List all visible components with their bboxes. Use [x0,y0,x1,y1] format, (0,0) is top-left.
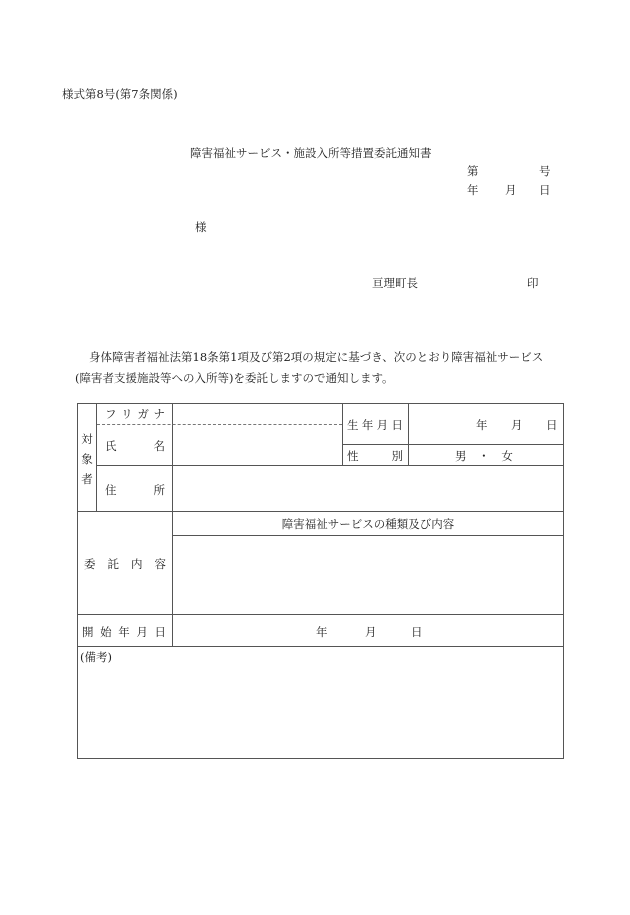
address-field[interactable] [173,466,563,511]
furigana-label [105,406,165,422]
name-label [105,438,165,454]
name-field[interactable] [173,425,342,465]
start-date-label-char: 開 [82,625,94,639]
commission-label-char: 内 [131,557,143,571]
addressee-suffix: 様 [195,220,207,234]
furigana-char: ナ [153,407,165,421]
birthdate-field[interactable] [409,404,563,444]
seal-mark: 印 [527,276,539,290]
birthdate-label-char: 生 [347,418,359,432]
furigana-field[interactable] [173,404,342,424]
table-bottom-border [77,758,564,759]
gender-separator: ・ [478,449,490,463]
name-label-char: 氏 [105,439,117,453]
furigana-char: フ [105,407,117,421]
gender-option-male[interactable]: 男 [455,449,467,463]
birthdate-label-char: 年 [361,418,374,432]
start-year-unit: 年 [316,625,328,639]
start-date-label [82,624,166,640]
birthdate-month-unit: 月 [511,418,523,432]
issuer-name: 亘理町長 [372,276,418,290]
body-text-line2: (障害者支援施設等への入所等)を委託しますので通知します。 [75,371,394,385]
start-date-label-char: 始 [100,625,112,639]
subject-section-bottom [77,511,563,512]
gender-label-char: 性 [347,449,359,463]
remarks-field[interactable] [78,665,563,757]
furigana-char: リ [121,407,133,421]
birthdate-label-char: 月 [376,418,389,432]
birthdate-day-unit: 日 [546,418,558,432]
address-label-char: 所 [153,483,165,497]
start-day-unit: 日 [411,625,423,639]
gender-options [455,448,513,464]
address-label [105,482,165,498]
remarks-label: (備考) [80,650,112,664]
commission-label [84,556,166,572]
date-day: 日 [539,183,551,197]
form-number: 様式第8号(第7条関係) [62,87,178,101]
birthdate-year-unit: 年 [476,418,488,432]
service-content-field[interactable] [173,536,563,614]
date-year: 年 [467,183,479,197]
gender-option-female[interactable]: 女 [501,449,513,463]
birthdate-label-char: 日 [391,418,403,432]
subject-label-char: 象 [81,452,93,466]
start-date-label-char: 月 [136,625,148,639]
doc-number-suffix: 号 [539,164,551,178]
start-date-row-bottom [77,646,563,647]
furigana-char: ガ [137,407,149,421]
subject-label [78,429,96,489]
date-month: 月 [505,183,517,197]
start-date-label-char: 日 [154,625,166,639]
start-date-label-char: 年 [118,625,130,639]
commission-label-char: 委 [84,557,96,571]
document-title: 障害福祉サービス・施設入所等措置委託通知書 [190,146,432,160]
body-text-line1: 身体障害者福祉法第18条第1項及び第2項の規定に基づき、次のとおり障害福祉サービス [89,350,544,364]
gender-label [347,448,403,464]
commission-label-char: 託 [107,557,119,571]
gender-label-char: 別 [391,449,403,463]
name-label-char: 名 [153,439,165,453]
subject-label-char: 対 [81,432,93,446]
doc-number-prefix: 第 [467,164,479,178]
table-right-border [563,403,564,759]
birth-label-left-divider [342,403,343,465]
service-type-header: 障害福祉サービスの種類及び内容 [281,517,455,531]
commission-label-char: 容 [154,557,166,571]
start-month-unit: 月 [365,625,377,639]
subject-label-char: 者 [81,472,93,486]
birthdate-label [347,417,403,433]
subject-inner-divider [96,403,97,511]
address-label-char: 住 [105,483,117,497]
start-date-field[interactable] [173,615,563,646]
gender-row-divider [342,444,563,445]
